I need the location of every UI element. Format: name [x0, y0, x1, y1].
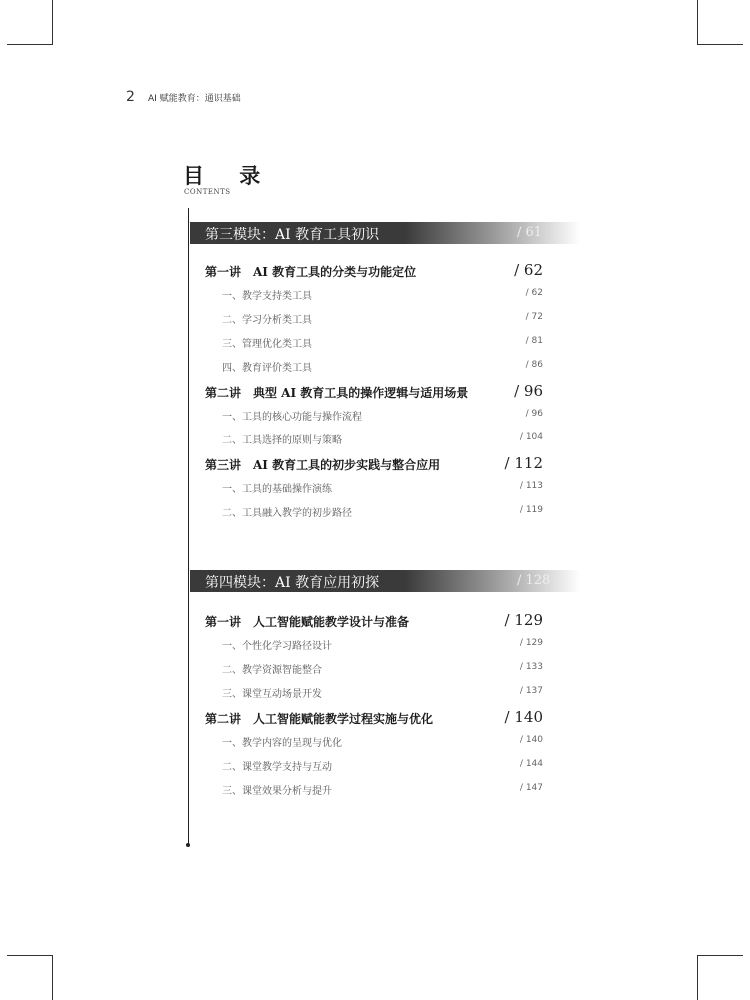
section-title: 一、工具的基础操作演练 — [222, 484, 332, 495]
toc-lecture[interactable] — [205, 710, 543, 730]
section-title: 二、课堂教学支持与互动 — [222, 762, 332, 773]
section-title: 二、工具融入教学的初步路径 — [222, 508, 352, 519]
crop-mark-top-left-h — [7, 44, 53, 45]
section-page: / 140 — [519, 735, 543, 745]
toc-lecture[interactable] — [205, 613, 543, 633]
lecture-page: / 140 — [504, 708, 543, 726]
toc-section[interactable] — [205, 732, 543, 752]
section-title: 三、管理优化类工具 — [222, 339, 312, 350]
toc-section[interactable] — [205, 502, 543, 522]
toc-section[interactable] — [205, 357, 543, 377]
toc-vertical-rule — [188, 208, 189, 845]
section-title: 二、工具选择的原则与策略 — [222, 435, 342, 446]
lecture-title: 第一讲 人工智能赋能教学设计与准备 — [205, 615, 410, 629]
page-number: 2 — [126, 89, 135, 105]
section-page: / 104 — [519, 432, 543, 442]
section-title: 二、学习分析类工具 — [222, 315, 312, 326]
toc-section[interactable] — [205, 635, 543, 655]
toc-lecture[interactable] — [205, 263, 543, 283]
section-title: 二、教学资源智能整合 — [222, 665, 322, 676]
section-page: / 113 — [519, 481, 543, 491]
lecture-title: 第二讲 典型 AI 教育工具的操作逻辑与适用场景 — [205, 386, 469, 400]
section-title: 四、教育评价类工具 — [222, 363, 312, 374]
toc-section[interactable] — [205, 285, 543, 305]
module-bar — [190, 570, 580, 592]
section-page: / 86 — [525, 360, 543, 370]
section-page: / 62 — [525, 288, 543, 298]
toc-lecture[interactable] — [205, 456, 543, 476]
section-title: 一、教学支持类工具 — [222, 291, 312, 302]
toc-subtitle: CONTENTS — [184, 188, 231, 196]
module-title: 第四模块：AI 教育应用初探 — [205, 575, 380, 591]
toc-lecture[interactable] — [205, 384, 543, 404]
lecture-title: 第一讲 AI 教育工具的分类与功能定位 — [205, 265, 417, 279]
crop-mark-bottom-right-h — [697, 955, 743, 956]
module-bar — [190, 222, 580, 244]
book-title: AI 赋能教育：通识基础 — [148, 94, 241, 104]
toc-section[interactable] — [205, 659, 543, 679]
section-page: / 96 — [525, 409, 543, 419]
lecture-title: 第三讲 AI 教育工具的初步实践与整合应用 — [205, 458, 441, 472]
toc-title: 目 录 — [183, 163, 275, 188]
lecture-page: / 96 — [514, 382, 543, 400]
toc-section[interactable] — [205, 683, 543, 703]
crop-mark-top-right-v — [697, 0, 698, 45]
toc-section[interactable] — [205, 756, 543, 776]
module-page: / 61 — [517, 225, 543, 240]
toc-section[interactable] — [205, 406, 543, 426]
section-title: 一、个性化学习路径设计 — [222, 641, 332, 652]
section-page: / 129 — [519, 638, 543, 648]
module-page: / 128 — [517, 573, 551, 588]
crop-mark-bottom-right-v — [697, 955, 698, 1000]
section-page: / 81 — [525, 336, 543, 346]
module-title: 第三模块：AI 教育工具初识 — [205, 227, 380, 243]
toc-section[interactable] — [205, 309, 543, 329]
lecture-page: / 129 — [504, 611, 543, 629]
section-page: / 147 — [519, 783, 543, 793]
toc-section[interactable] — [205, 429, 543, 449]
section-page: / 72 — [525, 312, 543, 322]
section-page: / 144 — [519, 759, 543, 769]
section-page: / 137 — [519, 686, 543, 696]
section-title: 一、教学内容的呈现与优化 — [222, 738, 342, 749]
crop-mark-top-left-v — [52, 0, 53, 45]
toc-rule-end-dot — [186, 843, 190, 847]
toc-section[interactable] — [205, 780, 543, 800]
toc-section[interactable] — [205, 478, 543, 498]
running-head — [126, 86, 241, 105]
section-title: 三、课堂互动场景开发 — [222, 689, 322, 700]
crop-mark-bottom-left-v — [52, 955, 53, 1000]
section-page: / 119 — [519, 505, 543, 515]
toc-section[interactable] — [205, 333, 543, 353]
section-title: 一、工具的核心功能与操作流程 — [222, 412, 362, 423]
lecture-page: / 112 — [504, 454, 543, 472]
crop-mark-top-right-h — [697, 44, 743, 45]
crop-mark-bottom-left-h — [7, 955, 53, 956]
section-title: 三、课堂效果分析与提升 — [222, 786, 332, 797]
lecture-page: / 62 — [514, 261, 543, 279]
section-page: / 133 — [519, 662, 543, 672]
lecture-title: 第二讲 人工智能赋能教学过程实施与优化 — [205, 712, 434, 726]
